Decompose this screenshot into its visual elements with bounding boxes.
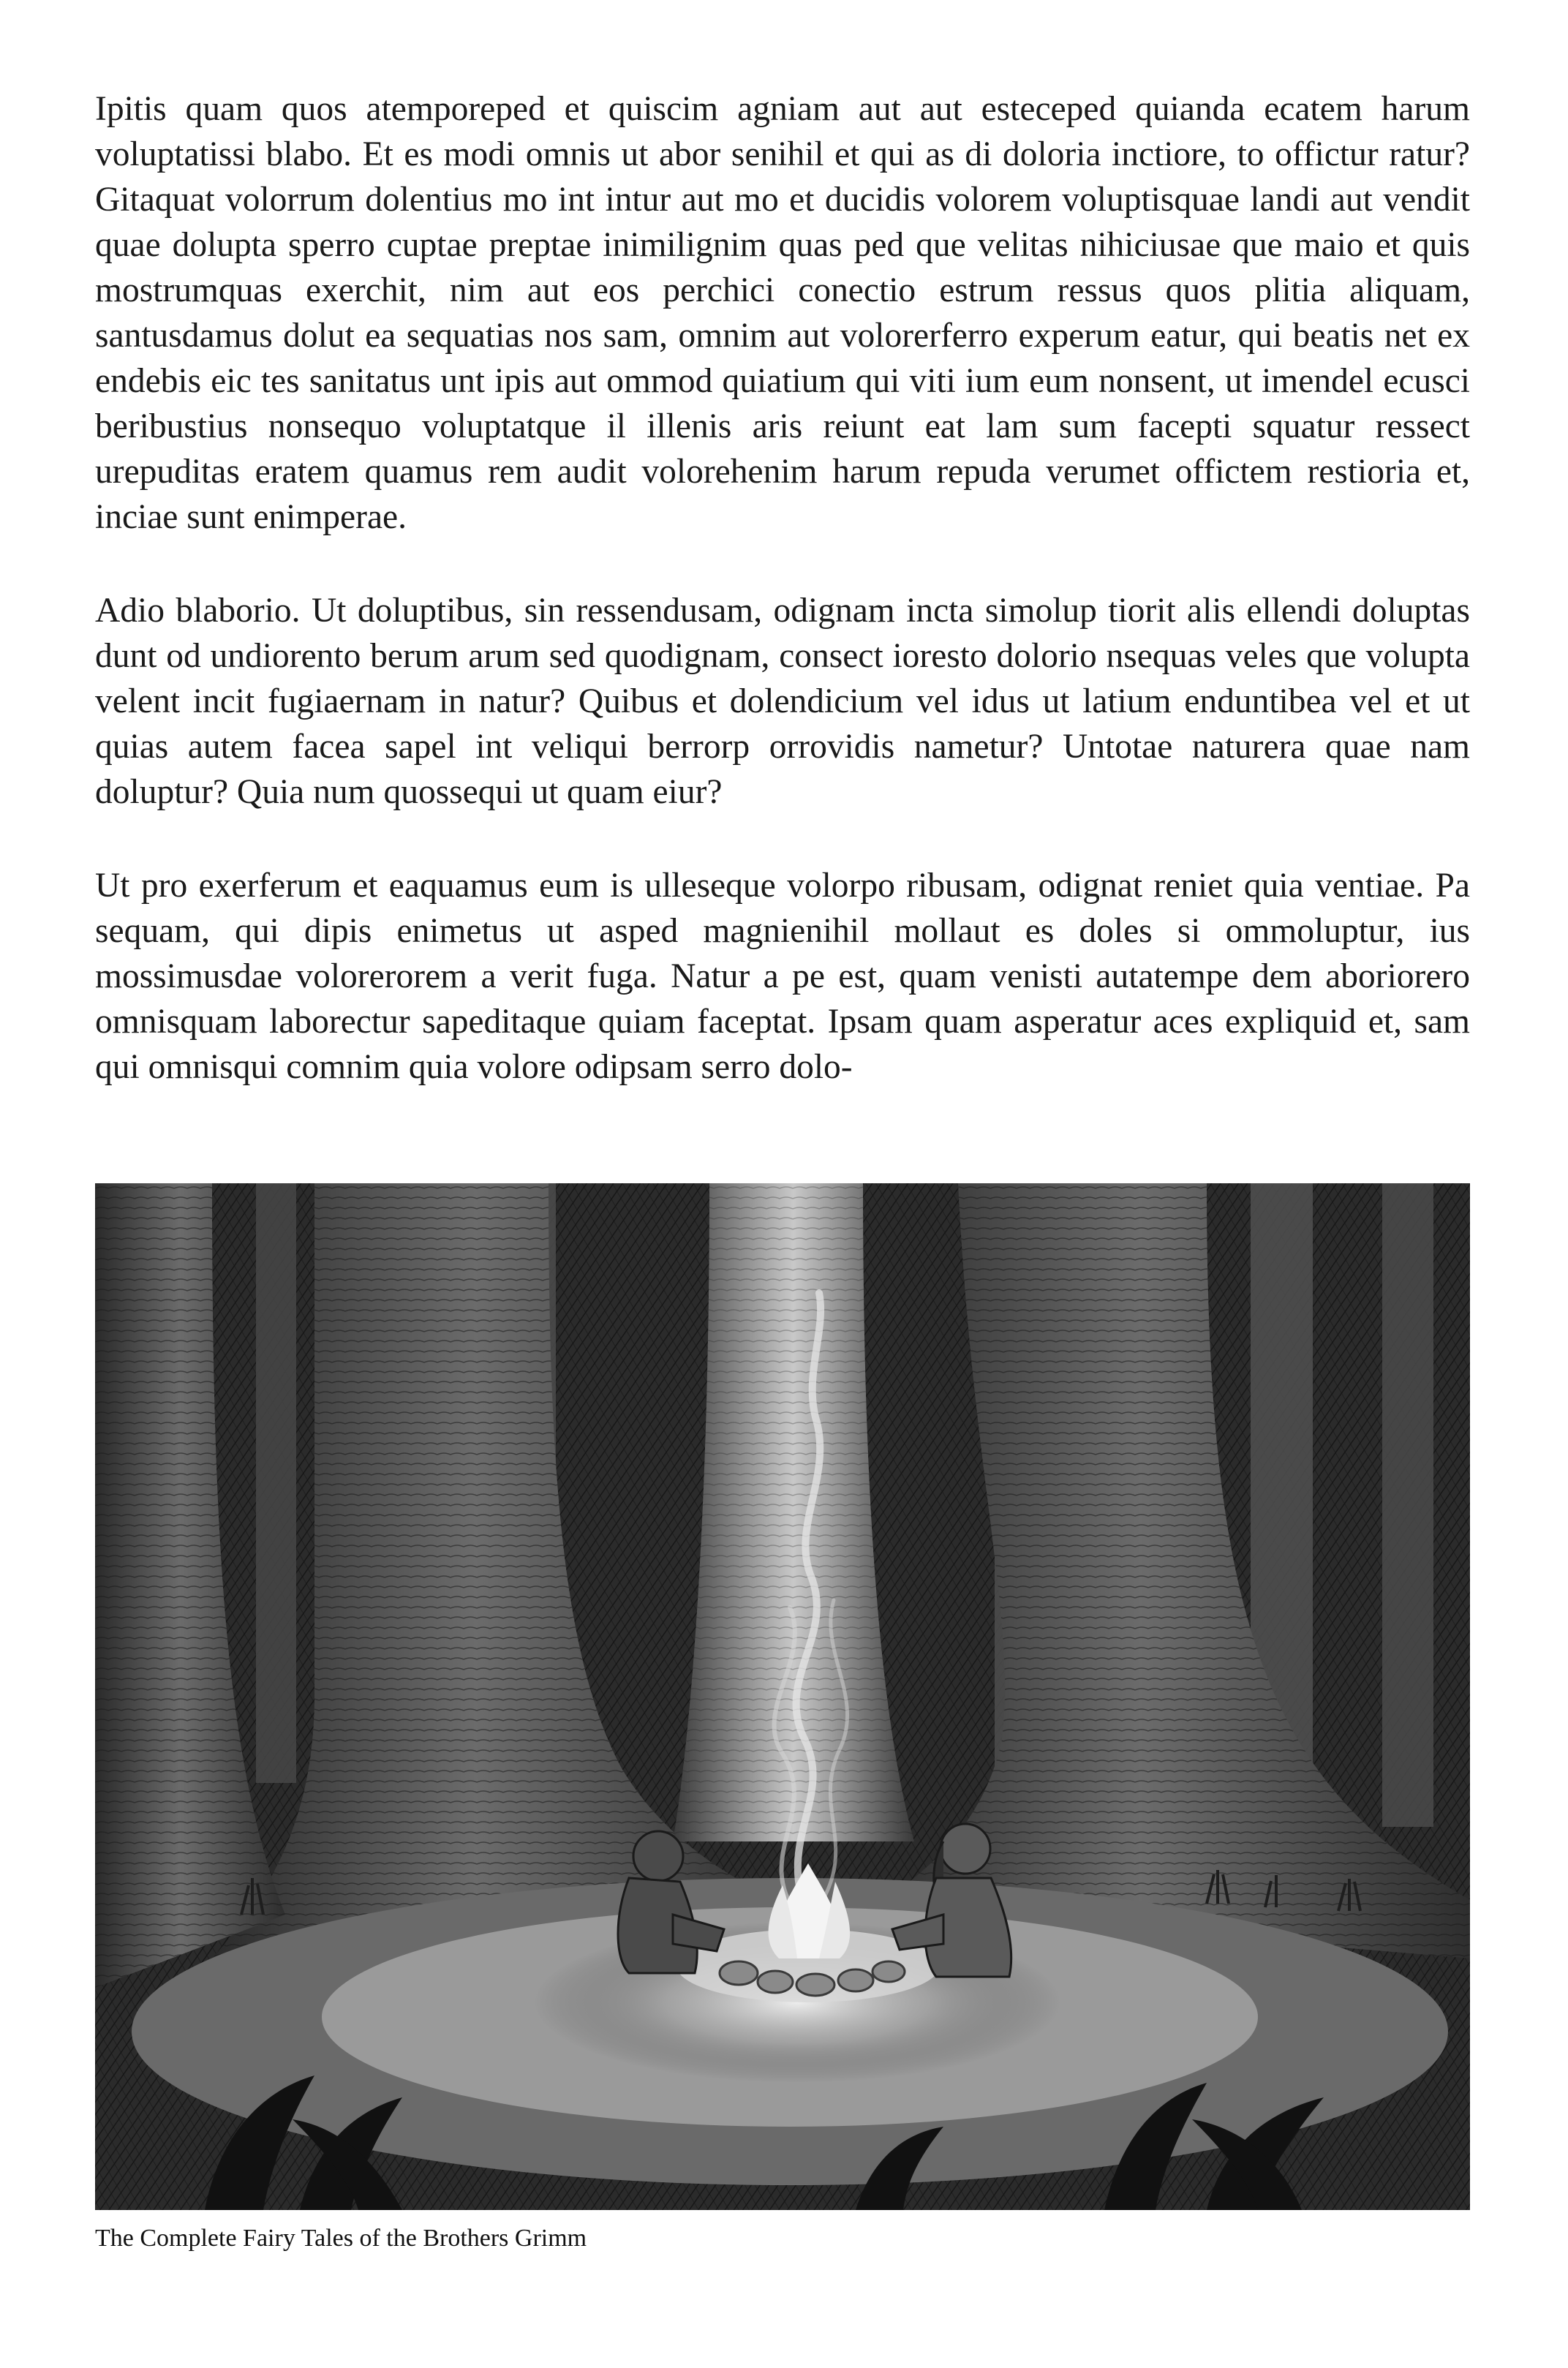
paragraph-3: Ut pro exerferum et eaquamus eum is ulleseque volorpo ribusam, odignat reniet quia ventiae. Pa sequam, qui dipis enimetus ut asped magnienihil mollaut es doles si ommoluptur, ius mossimusdae volorerorem a verit fuga. Natur a pe est, quam venisti autatempe dem aboriorero omnisquam laborectur sapeditaque quiam faceptat. Ipsam quam asperatur aces expliquid et, sam qui omnisqui comnim quia volore odipsam serro dolo-: [95, 867, 1470, 1086]
forest-campfire-illustration: [95, 1183, 1470, 2210]
body-text: [95, 86, 1470, 1138]
paragraph-1: Ipitis quam quos atemporeped et quiscim agniam aut aut esteceped quianda ecatem harum voluptatissi blabo. Et es modi omnis ut abor senihil et qui as di doloria inctiore, to offictur ratur? Gitaquat volorrum dolentius mo int intur aut mo et ducidis volorem voluptisquae landi aut vendit quae dolupta sperro cuptae preptae inimilignim quas ped que velitas nihiciusae que maio et quis mostrumquas exerchit, nim aut eos perchici conectio estrum ressus quos plitia aliquam, santusdamus dolut ea sequatias nos sam, omnim aut volorerferro experum eatur, qui beatis net ex endebis eic tes sanitatus unt ipis aut ommod quiatium qui viti ium eum nonsent, ut imendel ecusci beribustius nonsequo voluptatque il illenis aris reiunt eat lam sum facepti squatur ressect urepuditas eratem quamus rem audit volorehenim harum repuda verumet offictem restioria et, inciae sunt enimperae.: [95, 90, 1470, 536]
paragraph-2: Adio blaborio. Ut doluptibus, sin ressendusam, odignam incta simolup tiorit alis ellendi doluptas dunt od undiorento berum arum sed quodignam, consect ioresto dolorio nsequas veles que volupta velent incit fugiaernam in natur? Quibus et dolendicium vel idus ut latium enduntibea vel et ut quias autem facea sapel int veliqui berrorp orrovidis nametur? Untotae naturera quae nam doluptur? Quia num quossequi ut quam eiur?: [95, 592, 1470, 811]
figure-caption: The Complete Fairy Tales of the Brothers Grimm: [95, 2225, 587, 2252]
